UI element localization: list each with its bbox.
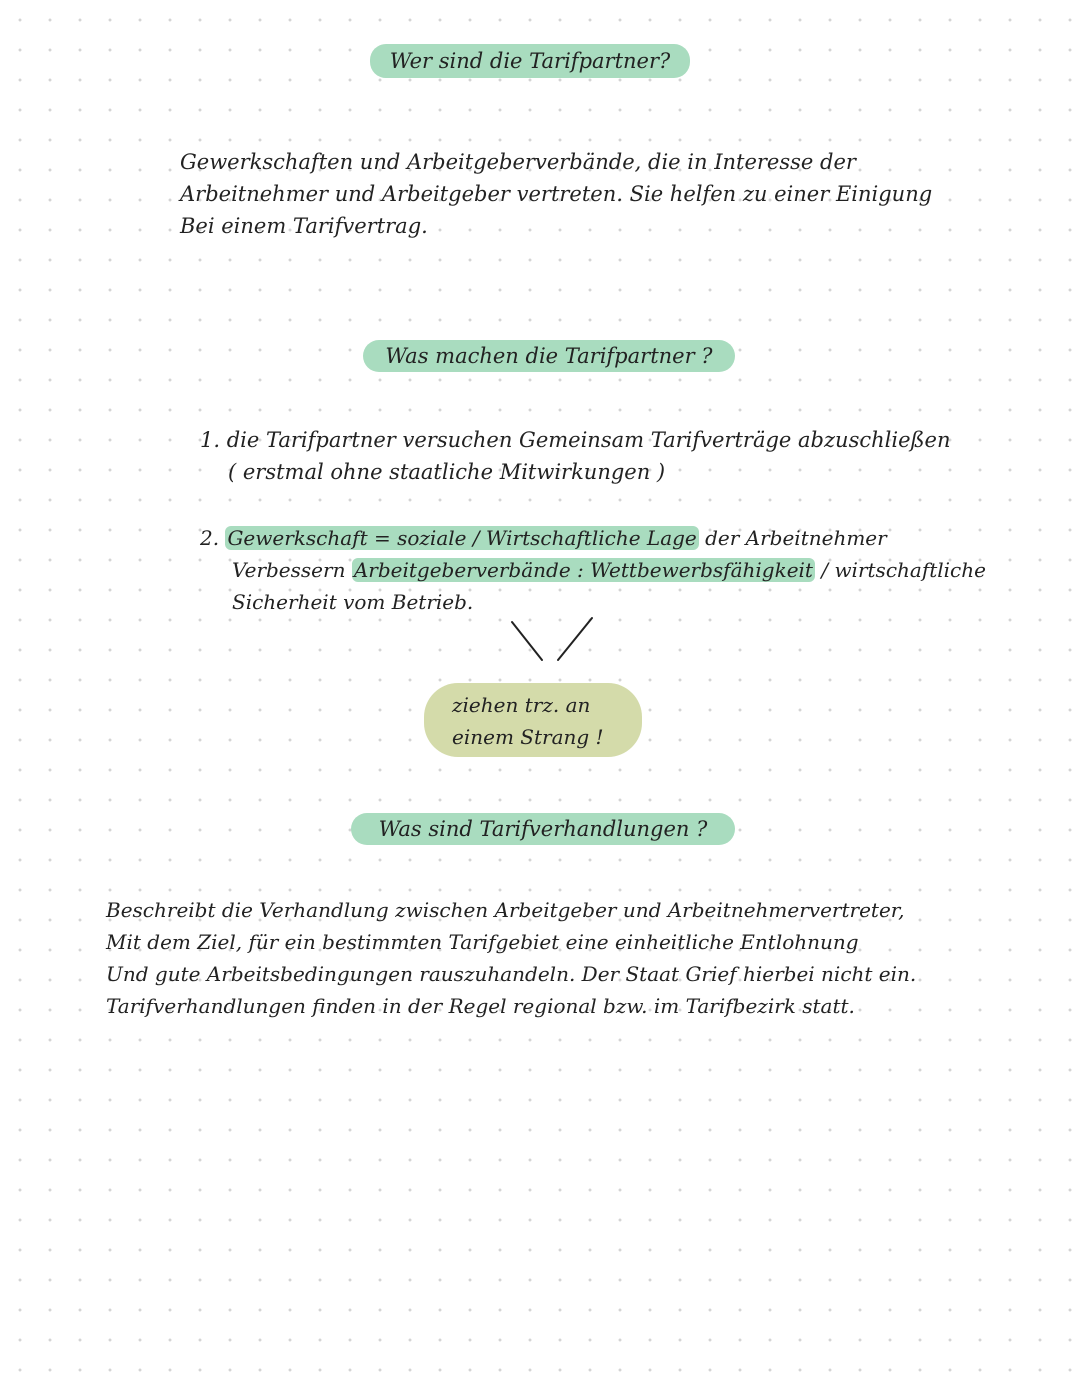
section3-line: Tarifverhandlungen finden in der Regel regional bzw. im Tarifbezirk statt. bbox=[106, 994, 855, 1018]
list-item-1-line1: 1. die Tarifpartner versuchen Gemeinsam Tarifverträge abzuschließen bbox=[200, 428, 951, 452]
section1-line: Bei einem Tarifvertrag. bbox=[180, 214, 428, 238]
list-item-2-line2 bbox=[200, 554, 986, 586]
arrow-line-left bbox=[512, 622, 542, 660]
list-item-2-text3: / wirtschaftliche bbox=[814, 558, 986, 582]
list-item-2-text2: Verbessern bbox=[232, 558, 352, 582]
section3-line: Mit dem Ziel, für ein bestimmten Tarifgebiet eine einheitliche Entlohnung bbox=[106, 930, 859, 954]
section1-line: Gewerkschaften und Arbeitgeberverbände, die in Interesse der bbox=[180, 150, 856, 174]
heading-tarifpartner bbox=[370, 44, 690, 78]
heading-was-machen-text: Was machen die Tarifpartner ? bbox=[385, 344, 713, 368]
heading-tarifverhandlungen-text: Was sind Tarifverhandlungen ? bbox=[378, 817, 708, 841]
highlight-arbeitgeberverbaende: Arbeitgeberverbände : Wettbewerbsfähigkeit bbox=[353, 558, 813, 582]
list-item-2 bbox=[200, 522, 986, 618]
list-item-2-text1: der Arbeitnehmer bbox=[698, 526, 887, 550]
list-item-1 bbox=[200, 424, 950, 488]
converging-lines-arrow bbox=[500, 612, 610, 672]
heading-was-machen bbox=[363, 340, 735, 372]
section1-line: Arbeitnehmer und Arbeitgeber vertreten. Sie helfen zu einer Einigung bbox=[180, 182, 933, 206]
list-item-2-text4: Sicherheit vom Betrieb. bbox=[232, 590, 474, 614]
bubble-ziehen-an-einem-strang bbox=[424, 683, 642, 757]
list-item-2-line1 bbox=[200, 522, 986, 554]
heading-tarifverhandlungen bbox=[351, 813, 735, 845]
arrow-line-right bbox=[558, 618, 592, 660]
list-item-1-line2: ( erstmal ohne staatliche Mitwirkungen ) bbox=[228, 460, 666, 484]
heading-tarifpartner-text: Wer sind die Tarifpartner? bbox=[389, 49, 671, 73]
bubble-line2: einem Strang ! bbox=[452, 725, 604, 749]
list-item-2-number: 2. bbox=[200, 526, 220, 550]
bubble-line1: ziehen trz. an bbox=[452, 693, 591, 717]
section1-paragraph bbox=[180, 146, 932, 242]
section3-paragraph bbox=[106, 894, 916, 1022]
highlight-gewerkschaft: Gewerkschaft = soziale / Wirtschaftliche Lage bbox=[227, 526, 697, 550]
section3-line: Beschreibt die Verhandlung zwischen Arbeitgeber und Arbeitnehmervertreter, bbox=[106, 898, 905, 922]
section3-line: Und gute Arbeitsbedingungen rauszuhandeln. Der Staat Grief hierbei nicht ein. bbox=[106, 962, 917, 986]
